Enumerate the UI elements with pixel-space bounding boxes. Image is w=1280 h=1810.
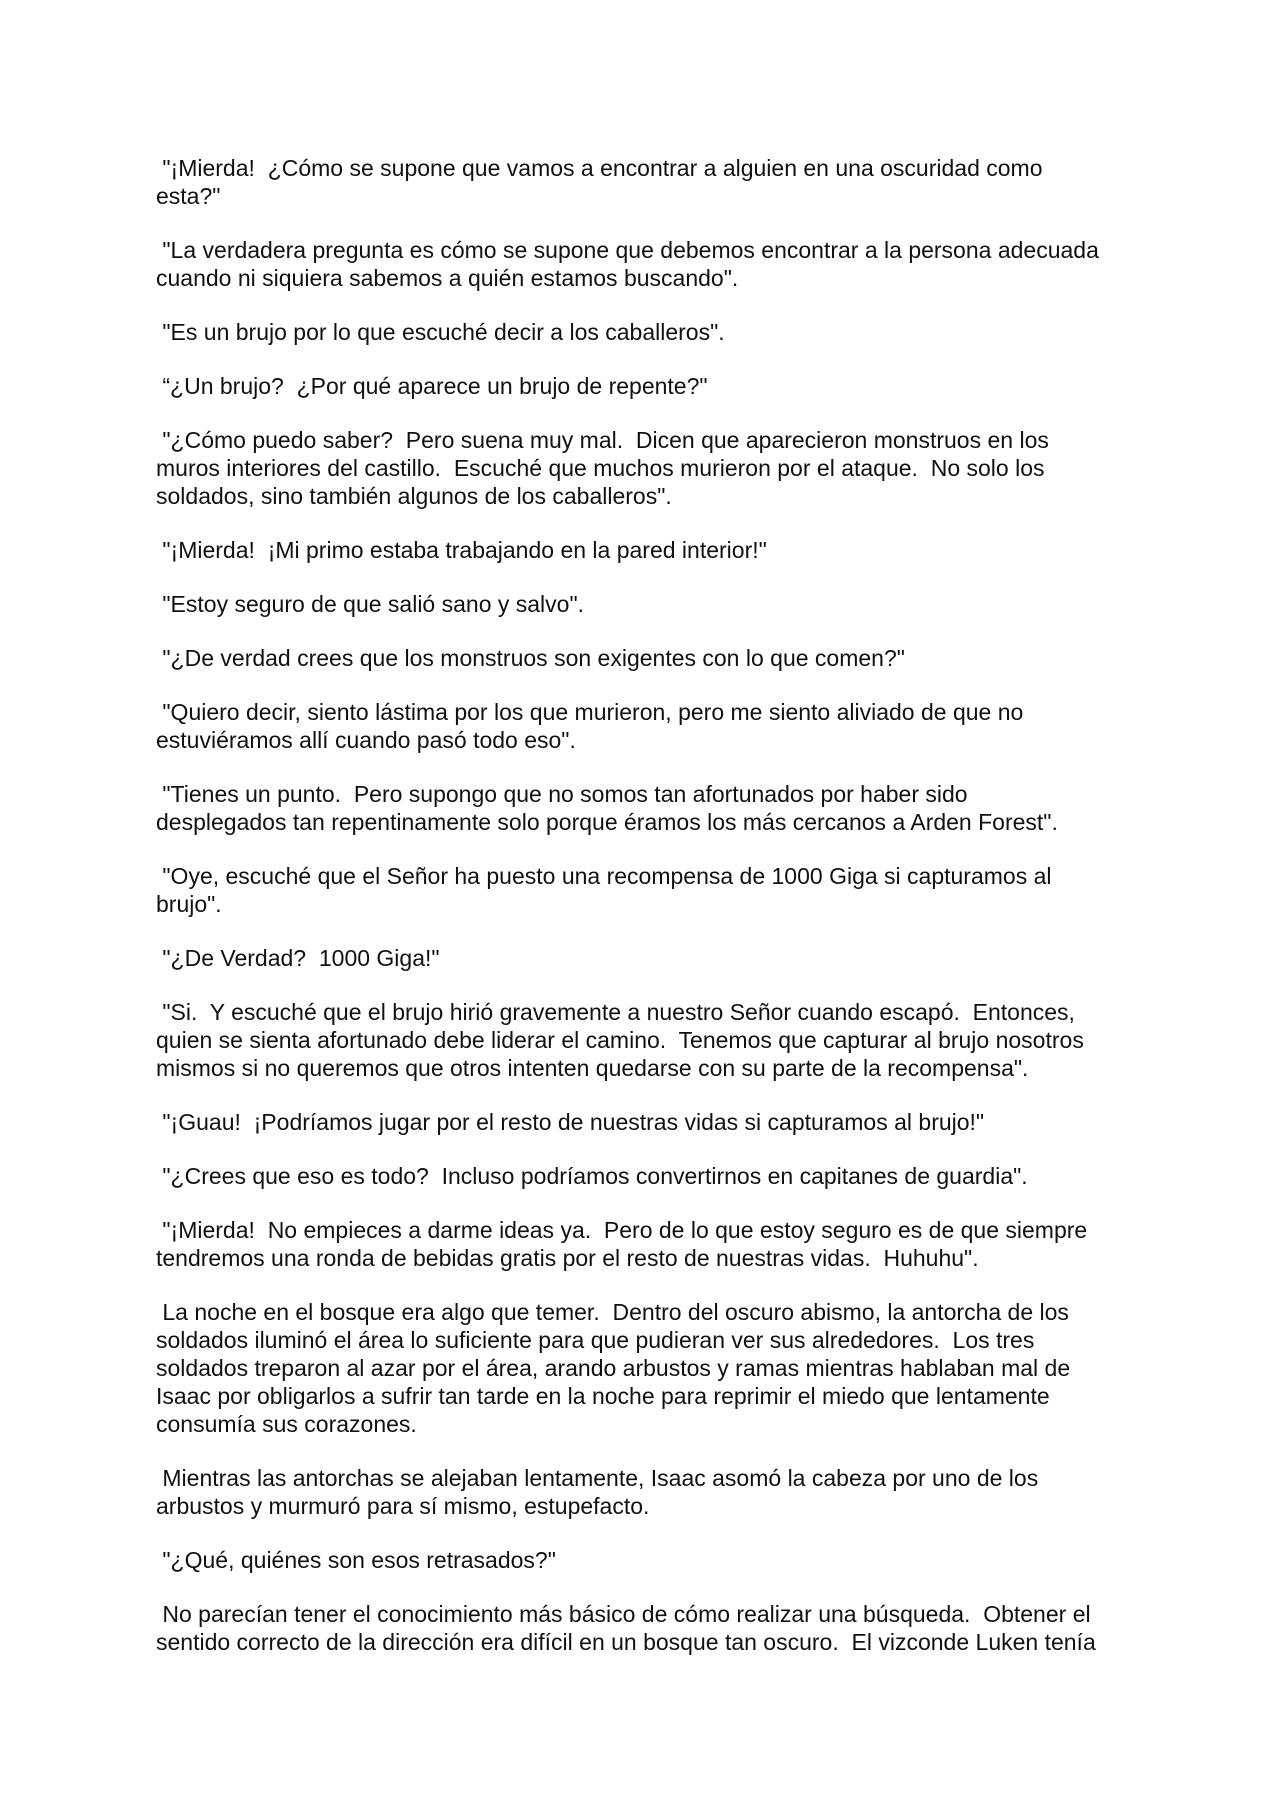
paragraph-10: "Tienes un punto. Pero supongo que no somos tan afortunados por haber sido desplegados tan repentinamente solo porque éramos los más cercanos a Arden Forest". [156,781,1058,835]
paragraph-18: Mientras las antorchas se alejaban lentamente, Isaac asomó la cabeza por uno de los arbustos y murmuró para sí mismo, estupefacto. [156,1465,1039,1519]
paragraph-6: "¡Mierda! ¡Mi primo estaba trabajando en la pared interior!" [156,537,767,563]
paragraph-20: No parecían tener el conocimiento más básico de cómo realizar una búsqueda. Obtener el sentido correcto de la dirección era difícil en un bosque tan oscuro. El vizconde Luken tenía [156,1601,1096,1655]
paragraph-13: "Si. Y escuché que el brujo hirió gravemente a nuestro Señor cuando escapó. Entonces, quien se sienta afortunado debe liderar el camino. Tenemos que capturar al brujo nosotros mismos si no queremos que otros intenten quedarse con su parte de la recompensa". [156,999,1084,1081]
paragraph-14: "¡Guau! ¡Podríamos jugar por el resto de nuestras vidas si capturamos al brujo!" [156,1109,985,1135]
paragraph-5: "¿Cómo puedo saber? Pero suena muy mal. Dicen que aparecieron monstruos en los muros interiores del castillo. Escuché que muchos murieron por el ataque. No solo los soldados, sino también algunos de los caballeros". [156,427,1049,509]
paragraph-4: “¿Un brujo? ¿Por qué aparece un brujo de repente?" [156,373,708,399]
paragraph-11: "Oye, escuché que el Señor ha puesto una recompensa de 1000 Giga si capturamos al brujo". [156,863,1052,917]
paragraph-3: "Es un brujo por lo que escuché decir a los caballeros". [156,319,725,345]
document-body [156,154,1131,1682]
paragraph-16: "¡Mierda! No empieces a darme ideas ya. Pero de lo que estoy seguro es de que siempre tendremos una ronda de bebidas gratis por el resto de nuestras vidas. Huhuhu". [156,1217,1088,1271]
paragraph-2: "La verdadera pregunta es cómo se supone que debemos encontrar a la persona adecuada cuando ni siquiera sabemos a quién estamos buscando". [156,237,1099,291]
paragraph-17: La noche en el bosque era algo que temer. Dentro del oscuro abismo, la antorcha de los soldados iluminó el área lo suficiente para que pudieran ver sus alrededores. Los tres soldados treparon al azar por el área, arando arbustos y ramas mientras hablaban mal de Isaac por obligarlos a sufrir tan tarde en la noche para reprimir el miedo que lentamente consumía sus corazones. [156,1299,1071,1437]
paragraph-7: "Estoy seguro de que salió sano y salvo". [156,591,585,617]
paragraph-19: "¿Qué, quiénes son esos retrasados?" [156,1547,556,1573]
paragraph-8: "¿De verdad crees que los monstruos son exigentes con lo que comen?" [156,645,905,671]
paragraph-12: "¿De Verdad? 1000 Giga!" [156,945,440,971]
paragraph-9: "Quiero decir, siento lástima por los que murieron, pero me siento aliviado de que no estuviéramos allí cuando pasó todo eso". [156,699,1024,753]
paragraph-1: "¡Mierda! ¿Cómo se supone que vamos a encontrar a alguien en una oscuridad como esta?" [156,155,1043,209]
paragraph-15: "¿Crees que eso es todo? Incluso podríamos convertirnos en capitanes de guardia". [156,1163,1028,1189]
